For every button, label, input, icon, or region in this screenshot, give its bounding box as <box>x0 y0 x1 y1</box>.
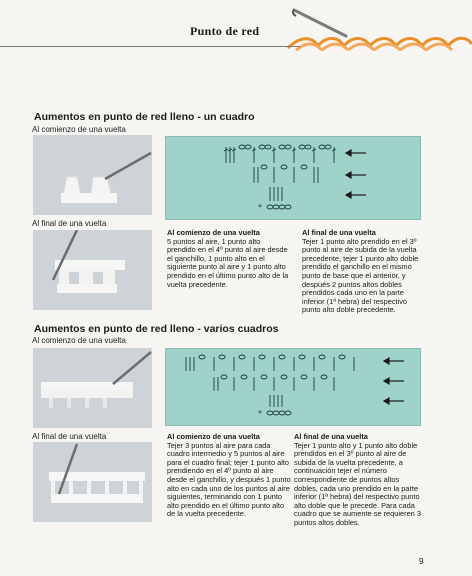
section1-col2-heading: Al final de una vuelta <box>302 228 376 237</box>
arrow-left-icon <box>346 150 366 198</box>
section1-col1-heading: Al comienzo de una vuelta <box>167 228 260 237</box>
section1-caption-end: Al final de una vuelta <box>32 219 107 228</box>
section2-chart <box>165 348 421 426</box>
section2-col2 <box>294 433 422 528</box>
section2-col2-heading: Al final de una vuelta <box>294 432 368 441</box>
section2-col2-text: Tejer 1 punto alto y 1 punto alto doble prendidos en el 3º punto al aire de subida de la vuelta precedente, a continuación tejer el número correspondiente de puntos altos dobles, cada uno prendido en la parte inferior (1ª hebra) del respectivo punto alto doble que le precede. Para cada cuadro que se aumente se requieren 3 puntos altos dobles. <box>294 440 421 527</box>
svg-text:*: * <box>258 203 262 212</box>
section1-caption-start: Al comienzo de una vuelta <box>32 125 126 134</box>
section1-col2-text: Tejer 1 punto alto prendido en el 3º punto al aire de subida de la vuelta precedente, tejer 1 punto alto doble prendido el ganchillo en el mismo punto de base que el anterior, y después 2 puntos altos dobles prendidos cada uno en la parte inferior (1ª hebra) del respectivo punto alto doble precedente. <box>302 236 419 315</box>
section2-col1-text: Tejer 3 puntos al aire para cada cuadro intermedio y 5 puntos al aire para el cuadro final; tejer 1 punto alto prendiendo en el 4º punto al aire desde el ganchillo, y después 1 punto alto en cada uno de los puntos al aire siguientes, terminando con 1 punto alto prendido en el último punto alto de la vuelta precedente. <box>167 440 291 519</box>
section1-col1 <box>167 229 291 289</box>
section2-col1 <box>167 433 291 519</box>
section1-col1-text: 5 puntos al aire, 1 punto alto prendido en el 4º punto al aire desde el ganchillo, 1 punto alto en el siguiente punto al aire y 1 punto alto prendido en el último punto alto de la vuelta precedente. <box>167 236 289 289</box>
section1-photo-start <box>33 135 152 215</box>
section2-title: Aumentos en punto de red lleno - varios cuadros <box>34 323 279 335</box>
section2-col1-heading: Al comienzo de una vuelta <box>167 432 260 441</box>
page-number: 9 <box>419 557 424 566</box>
section2-photo-end <box>33 442 152 522</box>
page-title: Punto de red <box>190 24 260 38</box>
section2-caption-start: Al comienzo de una vuelta <box>32 336 126 345</box>
section2-caption-end: Al final de una vuelta <box>32 432 107 441</box>
section1-col2 <box>302 229 423 315</box>
section1-photo-end <box>33 230 152 310</box>
section2-photo-start <box>33 348 152 428</box>
section1-title: Aumentos en punto de red lleno - un cuadro <box>34 111 255 123</box>
section1-chart <box>165 136 421 220</box>
header-rule <box>0 46 300 47</box>
svg-text:*: * <box>258 409 262 418</box>
crochet-hook-icon <box>290 6 350 40</box>
